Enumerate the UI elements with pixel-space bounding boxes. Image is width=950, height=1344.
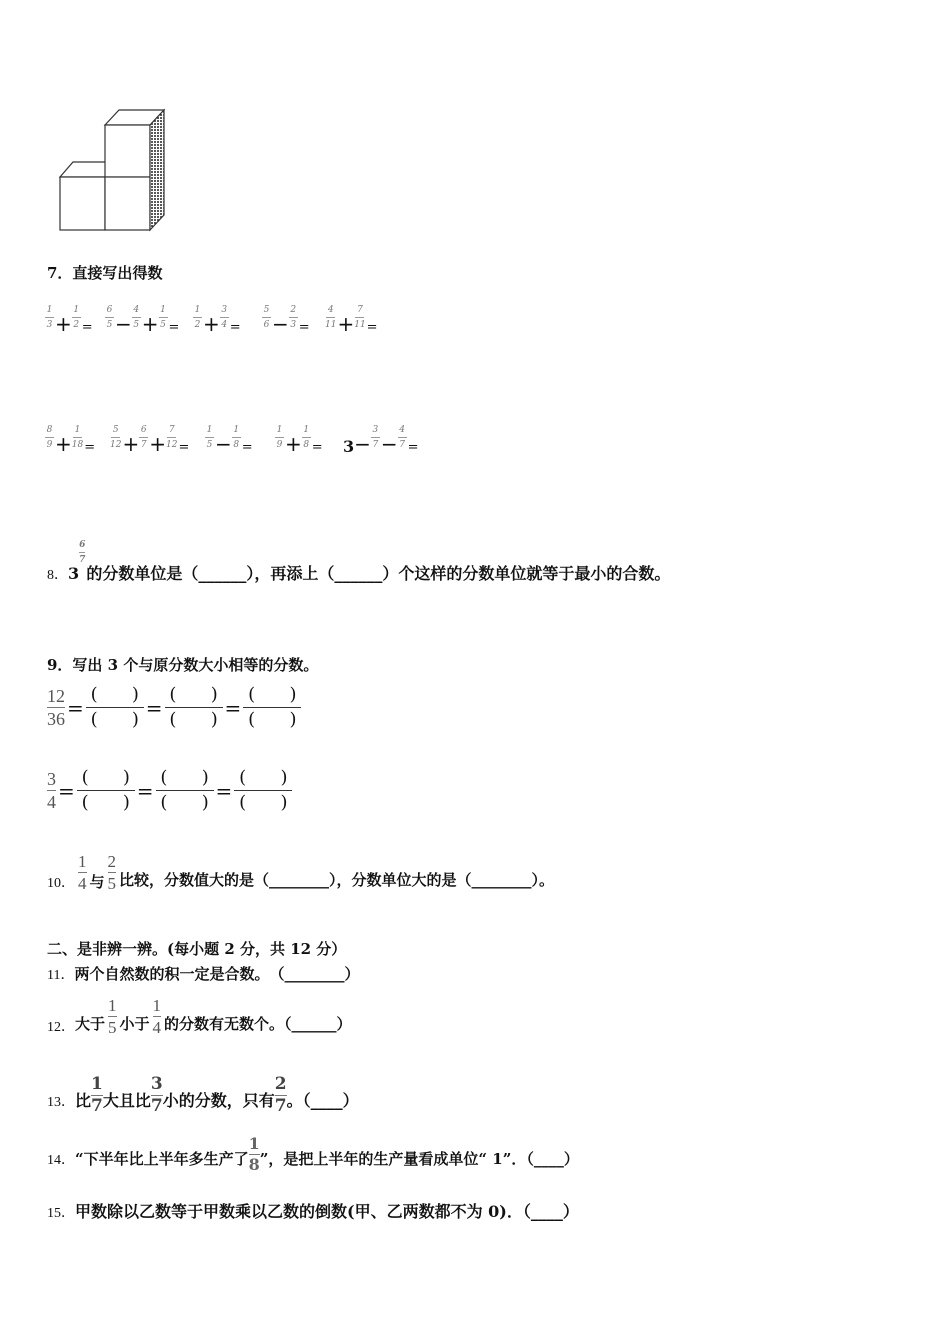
q7-expression — [205, 420, 253, 465]
fraction: 1 2 — [73, 305, 80, 330]
answer-fraction-blank[interactable]: ( ) ( ) — [156, 769, 214, 812]
fraction: 1 18 — [71, 425, 84, 450]
equals-sign: = — [407, 440, 419, 455]
q7-expression — [325, 300, 378, 345]
equals-sign: = — [224, 695, 242, 720]
equals-sign: = — [298, 320, 310, 335]
fraction: 1 3 — [46, 305, 53, 330]
fraction: 8 9 — [46, 425, 53, 450]
fraction: 1 4 — [78, 852, 87, 893]
q7-expression — [275, 420, 323, 465]
equals-sign: = — [215, 778, 233, 803]
equals-sign: = — [241, 440, 253, 455]
fraction: 3 7 — [372, 425, 379, 450]
q7-expression — [262, 300, 310, 345]
fraction: 3 7 — [150, 1074, 163, 1116]
q8-fraction: $\frac{6}{7}$ — [79, 540, 86, 565]
whole-number: 3 — [343, 437, 355, 456]
q7-expression — [45, 300, 93, 345]
fraction: 6 7 — [140, 425, 147, 450]
fraction: 6 5 — [106, 305, 113, 330]
equals-sign: = — [311, 440, 323, 455]
equals-sign: = — [58, 778, 75, 803]
q8-whole: 3 — [68, 564, 80, 583]
fraction: 1 8 — [248, 1134, 260, 1174]
q9-row — [47, 686, 301, 729]
answer-fraction-blank[interactable]: ( ) ( ) — [77, 769, 135, 812]
fraction: 1 5 — [160, 305, 166, 330]
operator: + — [122, 432, 140, 456]
fraction: 1 8 — [303, 425, 310, 450]
q15: 15．甲数除以乙数等于甲数乘以乙数的倒数(甲、乙两数都不为 0)．（____） — [47, 1202, 579, 1221]
operator: + — [285, 432, 302, 456]
q7-expression — [193, 300, 241, 345]
section-2-heading: 二、是非辨一辨。(每小题 2 分，共 12 分） — [47, 940, 347, 958]
cube-figure — [55, 105, 170, 235]
operator: − — [354, 432, 371, 456]
fraction: 2 7 — [274, 1074, 287, 1116]
operator: + — [149, 432, 166, 456]
q7-expression — [105, 300, 179, 345]
fraction: 1 5 — [206, 425, 213, 450]
fraction: 7 11 — [354, 305, 366, 330]
answer-fraction-blank[interactable]: ( ) ( ) — [86, 686, 144, 729]
operator: + — [55, 432, 72, 456]
fraction: 1 7 — [91, 1074, 103, 1116]
equals-sign: = — [145, 695, 163, 720]
operator: − — [272, 312, 289, 336]
fraction: 5 6 — [263, 305, 270, 330]
answer-fraction-blank[interactable]: ( ) ( ) — [243, 686, 301, 729]
fraction: 5 12 — [110, 425, 122, 450]
q13: 13． 比 1 7 大且比 3 7 小的分数，只有 2 7 。（____） — [47, 1074, 359, 1116]
original-fraction: 12 36 — [47, 686, 65, 729]
answer-fraction-blank[interactable]: ( ) ( ) — [165, 686, 223, 729]
q9-title: 9．写出 3 个与原分数大小相等的分数。 — [47, 656, 319, 674]
q7-title: 7．直接写出得数 — [47, 264, 163, 282]
answer-fraction-blank[interactable]: ( ) ( ) — [234, 769, 292, 812]
q7-expression — [343, 420, 419, 465]
fraction: 4 11 — [325, 305, 337, 330]
equals-sign: = — [366, 320, 378, 335]
q10: 10． 1 4 与 2 5 比较，分数值大的是（________），分数单位大的是（________）。 — [47, 852, 555, 893]
operator: + — [337, 312, 355, 336]
q14: 14． “下半年比上半年多生产了 1 8 ”，是把上半年的生产量看成单位“ 1”．（____） — [47, 1134, 579, 1174]
q12: 12． 大于 1 5 小于 1 4 的分数有无数个。（______） — [47, 996, 352, 1037]
fraction: 2 3 — [290, 305, 297, 330]
equals-sign: = — [81, 320, 93, 335]
q7-expression — [110, 420, 189, 465]
original-fraction: 3 4 — [47, 769, 56, 812]
fraction: 7 12 — [165, 425, 178, 450]
operator: − — [215, 432, 232, 456]
q8-number: 8． — [47, 568, 68, 583]
equals-sign: = — [84, 440, 96, 455]
fraction: 1 9 — [276, 425, 283, 450]
fraction: 2 5 — [107, 852, 117, 893]
operator: + — [203, 312, 220, 336]
q8 — [47, 540, 670, 584]
q9-row — [47, 769, 292, 812]
fraction: 1 8 — [233, 425, 240, 450]
operator: − — [380, 432, 398, 456]
equals-sign: = — [67, 695, 84, 720]
fraction: 3 4 — [221, 305, 228, 330]
equals-sign: = — [168, 320, 180, 335]
fraction: 4 5 — [133, 305, 140, 330]
fraction: 1 4 — [152, 996, 162, 1037]
equals-sign: = — [229, 320, 241, 335]
fraction: 1 5 — [108, 996, 117, 1037]
q7-expression — [45, 420, 95, 465]
fraction: 4 7 — [399, 425, 406, 450]
operator: + — [141, 312, 159, 336]
equals-sign: = — [178, 440, 190, 455]
operator: − — [115, 312, 132, 336]
equals-sign: = — [136, 778, 154, 803]
operator: + — [55, 312, 72, 336]
q8-text: 的分数单位是（______），再添上（______）个这样的分数单位就等于最小的合数。 — [86, 564, 671, 583]
q11: 11．两个自然数的积一定是合数。 （________） — [47, 965, 360, 983]
fraction: 1 2 — [194, 305, 201, 330]
